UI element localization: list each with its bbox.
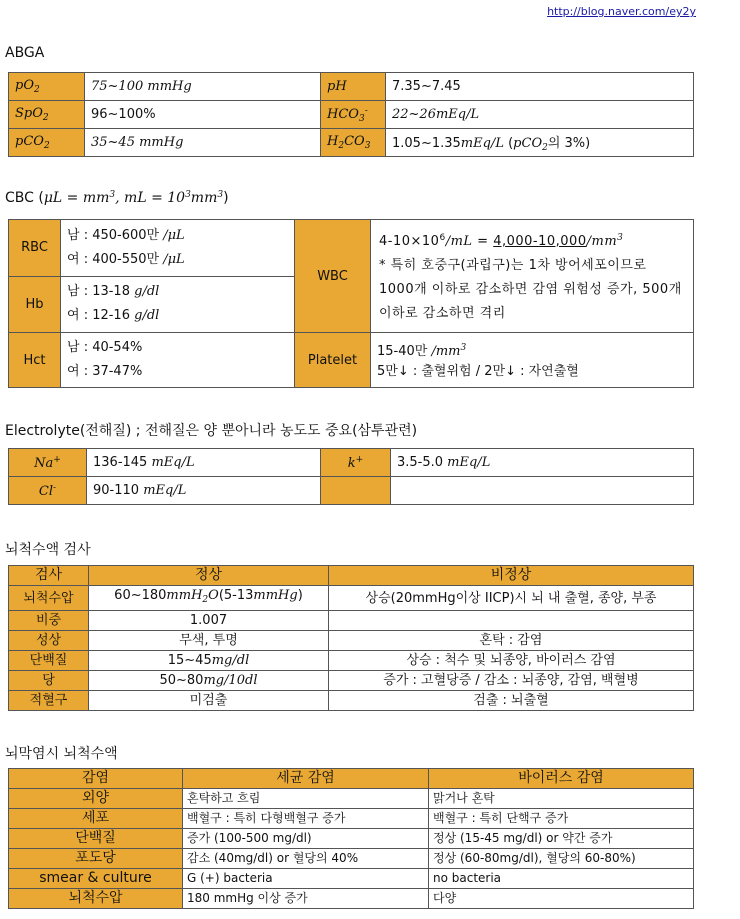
cbc-rbc-values <box>61 220 295 277</box>
row-label: 외양 <box>9 789 183 809</box>
electrolyte-value: 136-145 mEq/L <box>87 449 321 477</box>
csf-table <box>8 565 694 711</box>
row-label: 단백질 <box>9 651 89 671</box>
abga-value: 7.35~7.45 <box>386 73 694 101</box>
cbc-platelet-values <box>371 333 694 388</box>
cbc-rbc-label: RBC <box>9 220 61 277</box>
cbc-platelet-label: Platelet <box>295 333 371 388</box>
wbc-note: * 특히 호중구(과립구)는 1차 방어세포이므로 1000개 이하로 감소하면 감염 위험성 증가, 500개 이하로 감소하면 격리 <box>379 258 682 321</box>
table-row <box>9 691 694 711</box>
abga-value <box>85 129 321 157</box>
table-row <box>9 671 694 691</box>
abga-key: $HCO_3^-$ <box>321 101 386 129</box>
table-header-row <box>9 566 694 586</box>
cbc-hct-values <box>61 333 295 388</box>
electrolyte-key: Cl- <box>9 477 87 505</box>
csf-abnormal: 상승(20mmHg이상 IICP)시 뇌 내 출혈, 종양, 부종 <box>329 586 694 611</box>
column-header: 정상 <box>89 566 329 586</box>
abga-key: $H_2CO_3$ <box>321 129 386 157</box>
hct-female: 여 : 37-47% <box>67 364 143 379</box>
csf-abnormal: 검출 : 뇌출혈 <box>329 691 694 711</box>
row-label: 적혈구 <box>9 691 89 711</box>
cbc-hct-label: Hct <box>9 333 61 388</box>
abga-hco3-value: 22~26mEq/L <box>392 107 480 122</box>
wbc-range: $4-10\times 10^6/mL = 4,000-10,000/mm^3$ <box>379 233 624 249</box>
csf-title: 뇌척수액 검사 <box>5 542 91 558</box>
rbc-male: 남 : 450-600만 /μL <box>67 227 185 243</box>
table-row <box>9 651 694 671</box>
row-label: 비중 <box>9 611 89 631</box>
cbc-title: CBC ($\mu L = mm^3$, mL = $10^3mm^3$) <box>5 190 229 206</box>
electrolyte-key <box>321 477 391 505</box>
viral-cell: no bacteria <box>429 869 694 889</box>
column-header: 감염 <box>9 769 183 789</box>
bacterial-cell: 백혈구 : 특히 다형백혈구 증가 <box>183 809 429 829</box>
table-header-row <box>9 769 694 789</box>
row-label: smear & culture <box>9 869 183 889</box>
table-row <box>9 449 694 477</box>
row-label: 뇌척수압 <box>9 889 183 909</box>
csf-normal: 15~45mg/dl <box>89 651 329 671</box>
rbc-female: 여 : 400-550만 /μL <box>67 251 185 267</box>
electrolyte-value: 3.5-5.0 mEq/L <box>391 449 694 477</box>
bacterial-cell: 혼탁하고 흐림 <box>183 789 429 809</box>
row-label: 뇌척수압 <box>9 586 89 611</box>
csf-normal: 무색, 투명 <box>89 631 329 651</box>
column-header: 바이러스 감염 <box>429 769 694 789</box>
electrolyte-key: k+ <box>321 449 391 477</box>
cbc-hb-values <box>61 276 295 333</box>
table-row <box>9 73 694 101</box>
abga-value <box>386 101 694 129</box>
electrolyte-value <box>391 477 694 505</box>
meningitis-title: 뇌막염시 뇌척수액 <box>5 746 118 762</box>
table-row <box>9 869 694 889</box>
viral-cell: 다양 <box>429 889 694 909</box>
blog-url-link[interactable]: http://blog.naver.com/ey2y <box>547 5 696 18</box>
column-header: 세균 감염 <box>183 769 429 789</box>
abga-value: 75~100 mmHg <box>85 73 321 101</box>
table-row <box>9 829 694 849</box>
abga-title: ABGA <box>5 45 45 61</box>
electrolyte-key: Na+ <box>9 449 87 477</box>
column-header: 비정상 <box>329 566 694 586</box>
cbc-wbc-values <box>371 220 694 333</box>
hct-male: 남 : 40-54% <box>67 340 143 355</box>
viral-cell: 맑거나 혼탁 <box>429 789 694 809</box>
abga-key: pH <box>321 73 386 101</box>
abga-key: SpO$_2$ <box>9 101 85 129</box>
electrolyte-title: Electrolyte(전해질) ; 전해질은 양 뿐아니라 농도도 중요(삼투관련) <box>5 423 418 439</box>
meningitis-table <box>8 768 694 909</box>
table-row <box>9 220 694 277</box>
csf-normal: 60~180mmH$_2$O(5-13mmHg) <box>89 586 329 611</box>
table-row <box>9 586 694 611</box>
cbc-wbc-label: WBC <box>295 220 371 333</box>
row-label: 포도당 <box>9 849 183 869</box>
table-row <box>9 333 694 388</box>
csf-normal: 50~80mg/10dl <box>89 671 329 691</box>
cbc-table <box>8 219 694 388</box>
bacterial-cell: G (+) bacteria <box>183 869 429 889</box>
table-row <box>9 631 694 651</box>
table-row <box>9 129 694 157</box>
csf-abnormal: 증가 : 고혈당증 / 감소 : 뇌종양, 감염, 백혈병 <box>329 671 694 691</box>
table-row <box>9 789 694 809</box>
electrolyte-value: 90-110 mEq/L <box>87 477 321 505</box>
table-row <box>9 809 694 829</box>
platelet-note: 5만↓ : 출혈위험 / 2만↓ : 자연출혈 <box>377 364 579 379</box>
csf-abnormal: 상승 : 척수 및 뇌종양, 바이러스 감염 <box>329 651 694 671</box>
table-row <box>9 101 694 129</box>
hb-male: 남 : 13-18 g/dl <box>67 284 160 300</box>
csf-normal: 미검출 <box>89 691 329 711</box>
bacterial-cell: 180 mmHg 이상 증가 <box>183 889 429 909</box>
csf-normal: 1.007 <box>89 611 329 631</box>
table-row <box>9 611 694 631</box>
viral-cell: 백혈구 : 특히 단핵구 증가 <box>429 809 694 829</box>
bacterial-cell: 증가 (100-500 mg/dl) <box>183 829 429 849</box>
abga-value: 96~100% <box>85 101 321 129</box>
row-label: 당 <box>9 671 89 691</box>
viral-cell: 정상 (60-80mg/dl), 혈당의 60-80%) <box>429 849 694 869</box>
column-header: 검사 <box>9 566 89 586</box>
table-row <box>9 477 694 505</box>
abga-table <box>8 72 694 157</box>
cbc-hb-label: Hb <box>9 276 61 333</box>
table-row <box>9 889 694 909</box>
table-row <box>9 849 694 869</box>
abga-value: 1.05~1.35mEq/L (pCO$_2$의 3%) <box>386 129 694 157</box>
row-label: 세포 <box>9 809 183 829</box>
csf-abnormal <box>329 611 694 631</box>
abga-pco2-value: 35~45 mmHg <box>91 135 184 150</box>
row-label: 단백질 <box>9 829 183 849</box>
row-label: 성상 <box>9 631 89 651</box>
electrolyte-table <box>8 448 694 505</box>
bacterial-cell: 감소 (40mg/dl) or 혈당의 40% <box>183 849 429 869</box>
viral-cell: 정상 (15-45 mg/dl) or 약간 증가 <box>429 829 694 849</box>
hb-female: 여 : 12-16 g/dl <box>67 308 160 324</box>
abga-key: $pO_2$ <box>9 73 85 101</box>
platelet-range: 15-40만 $/mm^3$ <box>377 343 467 359</box>
csf-abnormal: 혼탁 : 감염 <box>329 631 694 651</box>
abga-key: pCO$_2$ <box>9 129 85 157</box>
